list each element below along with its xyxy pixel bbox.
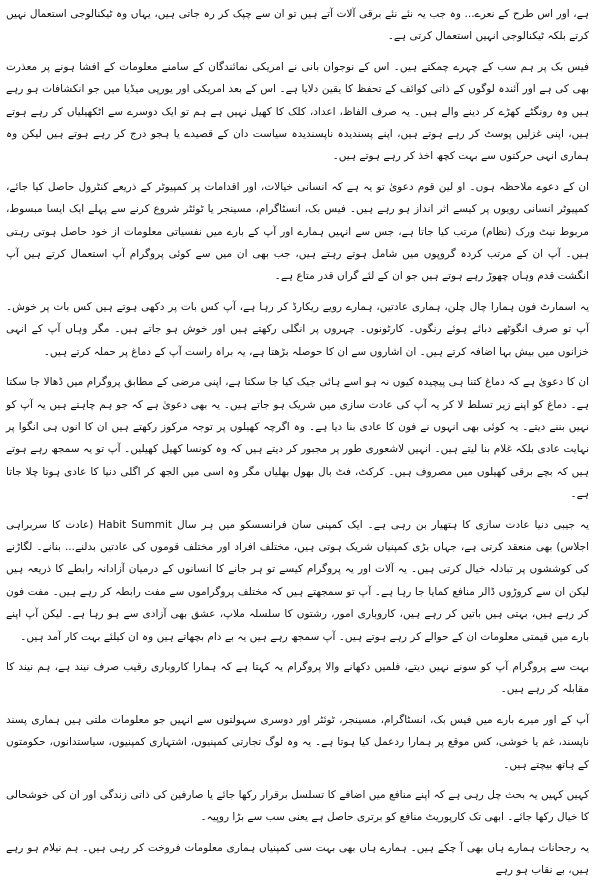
article-paragraph-habit-summit: یہ جیبی دنیا عادت سازی کا ہتھیار بن رہی ہے۔ ایک کمپنی سان فرانسسکو میں ہر سال Habit Summit (عادت کا سربراہی اجلاس) بھی منعقد کرتی ہے، جہاں بڑی کمپنیاں شریک ہوتی ہیں، مختلف افراد اور مختلف قوموں کی عادتیں بدلنے... بنانے۔ لگاڑنے کی کوششوں پر تبادلہ خیال کرتی ہیں۔ یہ آلات اور یہ پروگرام کیسے تو ہر جانے کا انسانوں کے درمیان آزادانہ رابطے کا ذریعہ ہیں لیکن ان سے کروڑوں ڈالر منافع کمایا جا رہا ہے۔ آپ تو سمجھتے ہیں کہ مختلف پروگراموں سے مفت رابطہ کر رہے ہیں۔ مفت فون کر رہے ہیں، بہتی ہیں باتیں کر رہے ہیں، کاروباری امور، رشتوں کا سلسلہ ملاپ، عشق بھی آزادی سے ہو رہا ہے۔ لیکن آپ اپنے بارے میں قیمتی معلومات ان کے حوالے کر رہے ہوتے ہیں۔ آپ سمجھ رہے ہیں یہ بے دام بچھاتے ہیں وہ ان کیلئے بہت کار آمد ہیں۔: [6, 518, 589, 643]
article-paragraph-intro: ہے، اور اس طرح کے نعرے... وہ جب یہ نئے نئے برقی آلات آتے ہیں تو ان سے چپک کر رہ جاتی ہیں، یہاں وہ ٹیکنالوجی استعمال نہیں کرتے بلکہ ٹیکنالوجی انہیں استعمال کرتی ہے۔: [6, 8, 589, 43]
article-paragraph-brain: ان کا دعویٰ ہے کہ دماغ کتنا ہی پیچیدہ کیوں نہ ہو اسے ہائی جیک کیا جا سکتا ہے، اپنی مرضی کے مطابق پروگرام میں ڈھالا جا سکتا ہے۔ دماغ کو اپنے زیر تسلط لا کر یہ آپ کی عادت سازی میں شریک ہو جاتے ہیں۔ یہ بھی دعویٰ ہے کہ جو ہم چاہتے ہیں یہ آپ کو نہیں بننے دیتے۔ یہ کوئی بھی انہوں نے فون کا عادی بنا دیا ہے۔ وہ اگرچہ کھیلوں پر توجہ مرکوز رکھتے ہیں ان کا انوں ہی انگوا پر نہایت عادی بلکہ غلام بنا لیتے ہیں۔ انہیں لاشعوری طور پر مجبور کر دیتے ہیں کہ وہ کونسا کھیل کھیلیں۔ آپ تو یہ سمجھ رہے ہوتے ہیں کہ بچے برقی کھیلوں میں مصروف ہیں۔ کرکٹ، فٹ بال بھول بھلیاں مگر وہ اسی میں الجھ کر اگلی دنیا کا عادی ہوتا چلا جاتا ہے۔: [6, 376, 589, 501]
article-paragraph-smartphone: یہ اسمارٹ فون ہمارا چال چلن، ہماری عادتیں، ہمارے رویے ریکارڈ کر رہا ہے، آپ کس بات پر دکھی ہوتے ہیں کس بات پر خوش۔ آپ تو صرف انگوٹھے دبائے ہوئے رنگوں۔ کارٹونوں۔ چہروں پر انگلی رکھتے ہیں اور خوش ہو جاتے ہیں۔ مگر وہاں آپ کے انہی خزانوں میں بیش بہا اضافہ کرتے ہیں۔ ان اشاروں سے ان کا حوصلہ بڑھتا ہے، یہ براہ راست آپ کے دماغ پر حملہ کرتے ہیں۔: [6, 300, 589, 358]
article-paragraph-trends: یہ رجحانات ہمارے ہاں بھی آ چکے ہیں۔ ہمارے ہاں بھی بہت سی کمپنیاں ہماری معلومات فروخت کر رہی ہیں۔ ہم نیلام ہو رہے ہیں، بے نقاب ہو رہے: [6, 841, 589, 877]
article-paragraph-profit: کہیں کہیں یہ بحث چل رہی ہے کہ اپنے منافع میں اضافے کا تسلسل برقرار رکھا جائے یا صارفین کی ذاتی زندگی اور ان کی خوشحالی کا خیال رکھا جائے۔ ابھی تک کارپوریٹ منافع کو برتری حاصل ہے یعنی سب سے بڑا روپیہ۔: [6, 789, 589, 824]
article-paragraph-sleep: بہت سے پروگرام آپ کو سونے نہیں دیتے، فلمیں دکھانے والا پروگرام یہ کہتا ہے کہ ہمارا کاروباری رقیب صرف نیند ہے، ہم نیند کا مقابلہ کر رہے ہیں۔: [6, 660, 589, 696]
article-paragraph-data-sales: آپ کے اور میرے بارے میں فیس بک، انسٹاگرام، مسینجر، ٹوئٹر اور دوسری سہولتوں سے انہیں جو معلومات ملتی ہیں ہماری پسند ناپسند، غم یا خوشی، کس موقع پر ہمارا ردعمل کیا ہوتا ہے۔ یہ وہ لوگ تجارتی کمپنیوں، اشتہاری کمپنیوں، سیاستدانوں، حکومتوں کے ہاتھ بیچتے ہیں۔: [6, 713, 589, 771]
article-paragraph-facebook: فیس بک پر ہم سب کے چہرے چمکتے ہیں۔ اس کے نوجوان بانی نے امریکی نمائندگان کے سامنے معلومات کے افشا ہونے پر معذرت بھی کی ہے اور آئندہ لوگوں کے ذاتی کوائف کے تحفظ کا یقین دلایا ہے۔ اس کے بعد امریکی اور یورپی میڈیا میں جو انکشافات ہو رہے ہیں وہ رونگٹے کھڑے کر دینے والے ہیں۔ یہ صرف الفاظ، اعداد، کلک کا کھیل نہیں ہے ہم تو ایک دوسرے سے اٹکھیلیاں کر رہے ہوتے ہیں، اپنی غزلیں پوسٹ کر رہے ہوتے ہیں، اپنے پسندیدہ ناپسندیدہ سیاست دان کے قصیدے یا ہجو درج کر رہے ہوتے ہیں لیکن وہ ہماری انہی حرکتوں سے بہت کچھ اخذ کر رہے ہوتے ہیں۔: [6, 60, 589, 163]
article-paragraph-claims: ان کے دعوے ملاحظہ ہوں۔ او لین قوم دعویٰ تو یہ ہے کہ انسانی خیالات، اور اقدامات پر کمپیوٹر کے ذریعے کنٹرول حاصل کیا جائے، کمپیوٹر انسانی رویوں پر کیسے اثر انداز ہو رہے ہیں۔ فیس بک، انسٹاگرام، مسینجر یا ٹوئٹر شروع کرنے سے پہلے ایک ایسا مبسوط، مربوط نیٹ ورک (نظام) مرتب کیا جاتا ہے، جس سے انہیں ہمارے اور آپ کے بارے میں نفسیاتی معلومات از خود حاصل ہوتی رہتی ہیں۔ آپ ان کے مرتب کردہ گروپوں میں شامل ہوتے رہتے ہیں، جب بھی ان میں سے کوئی پروگرام آپ استعمال کرتے ہیں آپ انگشت قدم وہاں چھوڑ رہے ہوتے ہیں جو ان کے لئے گراں قدر متاع ہے۔: [6, 180, 589, 283]
